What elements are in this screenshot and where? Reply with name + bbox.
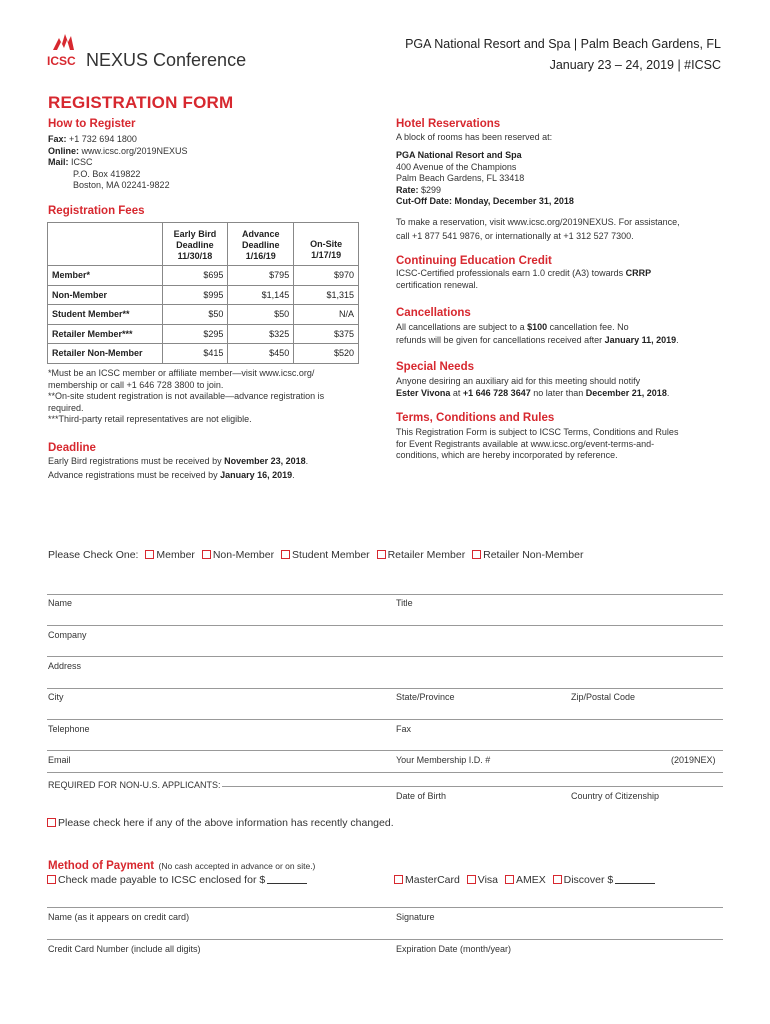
membership-id-field[interactable]: Your Membership I.D. # (396, 755, 491, 765)
checkbox-member[interactable] (145, 550, 154, 559)
signature-field[interactable]: Signature (396, 912, 435, 922)
divider (47, 750, 723, 751)
svg-text:ICSC: ICSC (47, 54, 76, 68)
table-row: Retailer Member*** $295 $325 $375 (48, 324, 359, 344)
city-field[interactable]: City (48, 692, 64, 702)
online-link[interactable]: www.icsc.org/2019NEXUS (81, 145, 188, 156)
hotel-details: PGA National Resort and Spa 400 Avenue of the Champions Palm Beach Gardens, FL 33418 Rate: $299 Cut-Off Date: Monday, December 31, 2018 (396, 150, 574, 206)
col-advance: Advance Deadline 1/16/19 (228, 223, 294, 266)
checkbox-check[interactable] (47, 875, 56, 884)
deadline-text: Early Bird registrations must be received by November 23, 2018. Advance registrations must be received by January 16, 2019. (48, 456, 309, 480)
table-row: Retailer Non-Member $415 $450 $520 (48, 344, 359, 364)
card-number-field[interactable]: Credit Card Number (include all digits) (48, 944, 201, 954)
membership-type-row: Please Check One: Member Non-Member Student Member Retailer Member Retailer Non-Member (48, 549, 584, 561)
how-to-register-block: Fax: +1 732 694 1800 Online: www.icsc.org/2019NEXUS Mail: ICSC P.O. Box 419822 Boston, MA 02241-9822 (48, 134, 188, 190)
table-row: Student Member** $50 $50 N/A (48, 305, 359, 325)
checkbox-info-changed[interactable] (47, 818, 56, 827)
deadline-heading: Deadline (48, 442, 96, 454)
checkbox-discover[interactable] (553, 875, 562, 884)
payment-heading: Method of Payment (48, 860, 155, 872)
registration-fees-heading: Registration Fees (48, 205, 145, 217)
checkbox-non-member[interactable] (202, 550, 211, 559)
col-onsite: On-Site 1/17/19 (294, 223, 359, 266)
terms-text: This Registration Form is subject to ICSC Terms, Conditions and Rules for Event Registrants available at www.icsc.org/event-terms-and- conditions, which are hereby incorporated by reference. (396, 427, 679, 460)
divider (47, 688, 723, 689)
address-field[interactable]: Address (48, 661, 82, 671)
divider (47, 939, 723, 940)
cancellations-text: All cancellations are subject to a $100 cancellation fee. No refunds will be given for cancellations received after January 11, 2019. (396, 322, 679, 345)
hotel-intro: A block of rooms has been reserved at: (396, 132, 553, 142)
checkbox-mastercard[interactable] (394, 875, 403, 884)
dob-field[interactable]: Date of Birth (396, 791, 447, 801)
hotel-heading: Hotel Reservations (396, 118, 501, 130)
col-early-bird: Early Bird Deadline 11/30/18 (162, 223, 228, 266)
ce-heading: Continuing Education Credit (396, 255, 552, 267)
telephone-field[interactable]: Telephone (48, 724, 90, 734)
expiration-field[interactable]: Expiration Date (month/year) (396, 944, 512, 954)
name-field[interactable]: Name (48, 598, 73, 608)
discover-amount-field[interactable] (615, 875, 655, 884)
nex-code: (2019NEX) (671, 755, 716, 765)
checkbox-retailer-member[interactable] (377, 550, 386, 559)
special-needs-heading: Special Needs (396, 361, 474, 373)
info-changed-row: Please check here if any of the above information has recently changed. (47, 817, 394, 829)
country-field[interactable]: Country of Citizenship (571, 791, 660, 801)
divider (47, 772, 723, 773)
zip-field[interactable]: Zip/Postal Code (571, 692, 636, 702)
card-options-row: MasterCard Visa AMEX Discover $ (394, 874, 655, 886)
how-to-register-heading: How to Register (48, 118, 136, 130)
venue-text: PGA National Resort and Spa | Palm Beach Gardens, FL (405, 37, 721, 51)
non-us-label: REQUIRED FOR NON-U.S. APPLICANTS: (48, 780, 225, 790)
company-field[interactable]: Company (48, 630, 87, 640)
fax-field[interactable]: Fax (396, 724, 412, 734)
email-field[interactable]: Email (48, 755, 71, 765)
cancellations-heading: Cancellations (396, 307, 471, 319)
check-amount-field[interactable] (267, 875, 307, 884)
special-needs-text: Anyone desiring an auxiliary aid for this meeting should notify Ester Vivona at +1 646 728 3647 no later than December 21, 2018. (396, 376, 670, 398)
hotel-reservation-text: To make a reservation, visit www.icsc.org/2019NEXUS. For assistance, call +1 877 541 9876, or internationally at +1 312 527 7300. (396, 217, 680, 241)
checkbox-amex[interactable] (505, 875, 514, 884)
table-row: Member* $695 $795 $970 (48, 266, 359, 286)
conference-title: NEXUS Conference (86, 50, 247, 70)
payment-heading-row (48, 856, 315, 874)
divider (222, 786, 723, 787)
check-option-row: Check made payable to ICSC enclosed for $ (47, 874, 307, 886)
ce-text: ICSC-Certified professionals earn 1.0 credit (A3) towards CRRP certification renewal. (396, 268, 652, 290)
checkbox-visa[interactable] (467, 875, 476, 884)
title-field[interactable]: Title (396, 598, 413, 608)
divider (47, 719, 723, 720)
divider (47, 656, 723, 657)
divider (47, 907, 723, 908)
fees-header-row (48, 223, 359, 266)
terms-heading: Terms, Conditions and Rules (396, 412, 555, 424)
divider (47, 625, 723, 626)
form-title: REGISTRATION FORM (48, 93, 234, 112)
checkbox-retailer-non-member[interactable] (472, 550, 481, 559)
table-row: Non-Member $995 $1,145 $1,315 (48, 285, 359, 305)
card-name-field[interactable]: Name (as it appears on credit card) (48, 912, 190, 922)
divider (47, 594, 723, 595)
state-field[interactable]: State/Province (396, 692, 455, 702)
fee-footnotes: *Must be an ICSC member or affiliate member—visit www.icsc.org/ membership or call +1 646 728 3800 to join. **On-site student registration is not available—advance registration is required. ***Third-party retail representatives are not eligible. (48, 368, 325, 424)
payment-note: (No cash accepted in advance or on site.) (158, 861, 316, 871)
fees-table (47, 222, 359, 364)
icsc-logo (47, 30, 77, 68)
dates-text: January 23 – 24, 2019 | #ICSC (549, 58, 721, 72)
checkbox-student-member[interactable] (281, 550, 290, 559)
